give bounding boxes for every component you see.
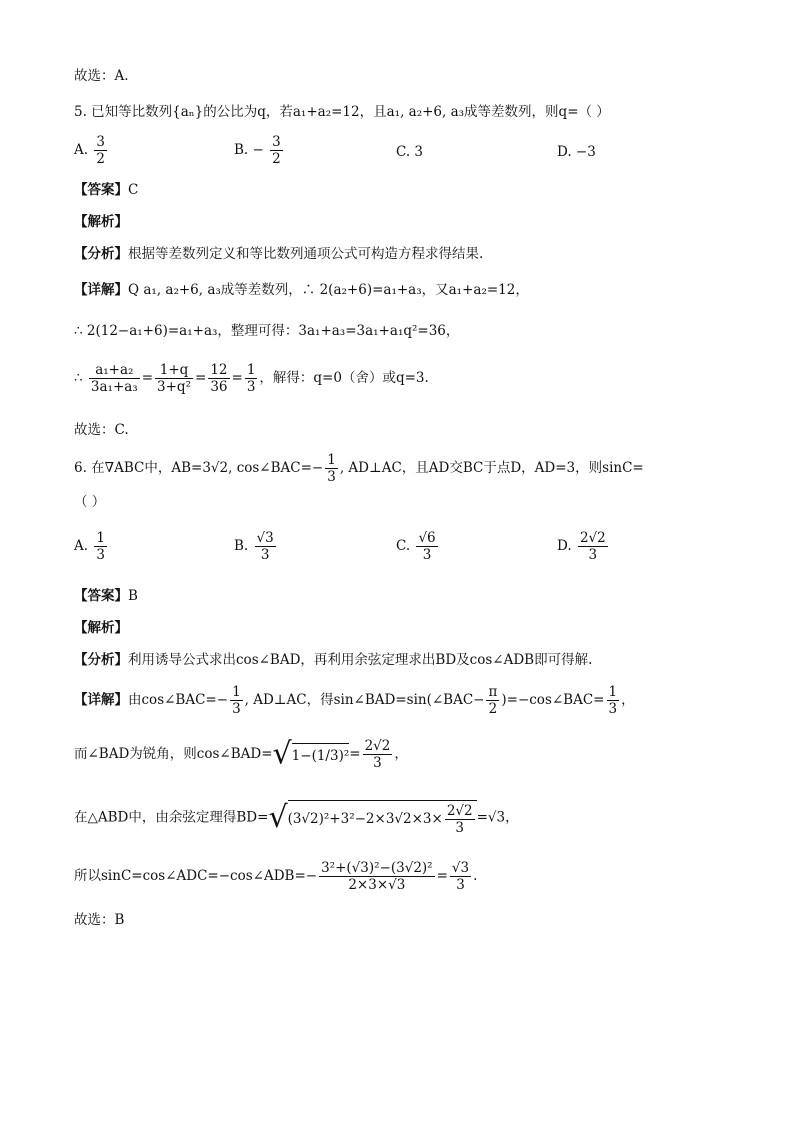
q6-analysis-heading (74, 618, 128, 638)
q6-stem-frac-num: 1 (327, 452, 336, 468)
q5-answer-tag: 【答案】 (74, 182, 128, 198)
q6-option-a-label: A. (74, 538, 89, 554)
q6-d1-pi-num: π (488, 684, 498, 700)
q6-d1-f1-den: 3 (232, 701, 241, 717)
q6-d2-end: ， (394, 746, 408, 762)
q5-conclusion: 故选：C. (74, 422, 129, 438)
q5-detail-3-result: ，解得：q=0（舍）或q=3. (259, 370, 429, 386)
q6-d1-r-num: 1 (608, 684, 618, 700)
q6-d2-frac-result (363, 738, 393, 771)
q6-d3-part-a: 在△ABD中，由余弦定理得BD= (74, 809, 269, 826)
q6-conclusion: 故选：B (74, 912, 125, 928)
q6-d4-f-num: 3²+(√3)²−(3√2)² (321, 860, 433, 876)
q5-detail-1-text: Q a₁, a₂+6, a₃成等差数列，∴ 2(a₂+6)=a₁+a₃，又a₁+a₂=12， (128, 282, 529, 298)
q5-option-c: C. 3 (396, 144, 424, 160)
q6-option-a-fraction (94, 530, 107, 563)
q5-fenxi-tag: 【分析】 (74, 246, 128, 262)
q5-detail-3-therefore: ∴ (74, 370, 83, 386)
q6-d1-f1-num: 1 (232, 684, 241, 700)
q6-d2-r-num: 2√2 (364, 738, 391, 754)
q5-option-a-fraction (94, 134, 107, 167)
q5-fenxi-text: 根据等差数列定义和等比数列通项公式可构造方程求得结果. (128, 246, 484, 262)
q5-detail-1 (74, 280, 529, 300)
q5-d3-f2-den: 3+q² (157, 379, 191, 395)
prev-answer-line: 故选：A. (74, 68, 129, 84)
q5-option-b-den: 2 (272, 151, 281, 167)
q5-option-a (74, 134, 109, 167)
q6-d4-r-num: √3 (451, 860, 470, 876)
q6-d4-f-den: 2×3×√3 (319, 876, 435, 893)
q6-d3-radicand-frac (445, 803, 475, 836)
q6-option-b (234, 530, 278, 563)
q6-d1-r-den: 3 (608, 701, 618, 717)
q5-answer (74, 180, 138, 200)
q5-option-a-label: A. (74, 142, 89, 158)
q6-option-a (74, 530, 109, 563)
q6-answer (74, 586, 138, 606)
q5-d3-f2-num: 1+q (159, 362, 189, 378)
q5-option-b-num: 3 (272, 134, 281, 150)
q6-d4-frac-result (450, 860, 471, 893)
q6-d1-frac-1 (230, 684, 243, 717)
q6-option-b-den: 3 (255, 546, 276, 563)
q6-detail-tag: 【详解】 (74, 692, 128, 708)
q6-d3-rf-den: 3 (445, 819, 475, 836)
q6-option-c-den: 3 (416, 546, 437, 563)
q6-d2-radicand: 1−(1/3)² (292, 743, 350, 766)
q6-d3-rf-num: 2√2 (446, 803, 473, 819)
q5-d3-f4-den: 3 (246, 379, 256, 395)
q6-d1-frac-result (607, 684, 620, 717)
sqrt-icon: √ (268, 800, 288, 835)
q5-detail-3-frac-3 (208, 362, 229, 395)
q6-option-d (557, 530, 610, 563)
q6-d1-part-b: , AD⊥AC，得sin∠BAD=sin(∠BAC− (244, 692, 485, 708)
q6-stem-fraction (325, 452, 338, 485)
q6-option-b-fraction (255, 530, 276, 563)
q5-option-d: D. −3 (557, 144, 596, 160)
q5-detail-tag: 【详解】 (74, 282, 128, 298)
q5-d3-f3-num: 12 (210, 362, 228, 378)
q6-detail-3 (74, 800, 519, 836)
q6-d3-radicand (288, 800, 477, 836)
q5-d3-f4-num: 1 (246, 362, 256, 378)
q5-option-a-num: 3 (96, 134, 105, 150)
q5-detail-3: ∴ $\frac{\text{a₁+a₂}}{\text{3a₁+a₃}}$ = $\frac{1+q}{\text{3+q²}}$ = $\frac{12}{36}$ = $\frac{1}{3}$ ，解得：q=0（舍）或q=3. (74, 362, 429, 395)
q6-d4-frac-main (319, 860, 435, 893)
q6-detail-2 (74, 738, 408, 771)
q6-option-b-num: √3 (256, 530, 274, 546)
q6-d4-equals: = (436, 868, 448, 884)
q6-detail-4 (74, 860, 477, 893)
q6-option-a-num: 1 (96, 530, 105, 546)
q6-d1-part-a: 由cos∠BAC=− (128, 692, 229, 708)
q6-option-d-num: 2√2 (579, 530, 606, 546)
q6-stem (74, 452, 644, 485)
q6-option-c-num: √6 (418, 530, 436, 546)
q6-option-d-fraction (578, 530, 608, 563)
q6-d1-pi-den: 2 (486, 700, 499, 717)
q6-option-c (396, 530, 440, 563)
q5-option-b-label: B. (234, 142, 249, 158)
q6-d2-equals: = (349, 746, 361, 762)
q5-d3-f1-den: 3a₁+a₃ (90, 379, 138, 395)
q5-option-b (234, 134, 285, 167)
q6-d2-r-den: 3 (363, 754, 393, 771)
q5-stem: 5. 已知等比数列{aₙ}的公比为q，若a₁+a₂=12，且a₁, a₂+6, a₃成等差数列，则q=（ ） (74, 104, 610, 120)
q6-stem-paren: （ ） (74, 494, 106, 510)
q5-detail-3-frac-1 (89, 362, 140, 395)
q5-detail-3-frac-4 (245, 362, 258, 395)
q5-detail-2: ∴ 2(12−a₁+6)=a₁+a₃，整理可得：3a₁+a₃=3a₁+a₁q²=36， (74, 323, 460, 339)
q6-option-b-label: B. (234, 538, 249, 554)
q6-d4-part-a: 所以sinC=cos∠ADC=−cos∠ADB=− (74, 868, 318, 884)
q6-d4-end: . (473, 868, 478, 884)
q5-detail-3-frac-2 (155, 362, 193, 395)
q6-detail-1 (74, 684, 635, 717)
q6-fenxi-text: 利用诱导公式求出cos∠BAD，再利用余弦定理求出BD及cos∠ADB即可得解. (128, 652, 593, 668)
q6-stem-part-a: 6. 在∇ABC中，AB=3√2, cos∠BAC=− (74, 460, 324, 476)
sqrt-icon: √ (272, 736, 292, 772)
q5-d3-f1-num: a₁+a₂ (95, 362, 134, 378)
q5-answer-value: C (128, 182, 139, 198)
q5-analysis-tag: 【解析】 (74, 214, 128, 230)
q5-option-b-minus: − (252, 142, 264, 158)
q6-option-c-label: C. (396, 538, 411, 554)
q6-d1-part-c: )=−cos∠BAC= (501, 692, 605, 708)
q6-option-a-den: 3 (96, 547, 105, 563)
q6-stem-frac-den: 3 (327, 469, 336, 485)
q6-stem-part-b: , AD⊥AC，且AD交BC于点D，AD=3，则sinC= (339, 460, 644, 476)
q6-answer-tag: 【答案】 (74, 588, 128, 604)
q5-analysis-heading (74, 212, 128, 232)
q6-d1-end: ， (621, 692, 635, 708)
q6-answer-value: B (128, 588, 138, 604)
q5-fenxi (74, 244, 483, 264)
q6-fenxi-tag: 【分析】 (74, 652, 128, 668)
q6-option-c-fraction (416, 530, 437, 563)
q6-option-d-label: D. (557, 538, 572, 554)
q5-option-a-den: 2 (96, 151, 105, 167)
q6-option-d-den: 3 (578, 546, 608, 563)
q6-d2-part-a: 而∠BAD为锐角，则cos∠BAD= (74, 746, 273, 762)
q6-d3-radicand-text: (3√2)²+3²−2×3√2×3× (287, 811, 443, 827)
q6-d3-part-b: =√3， (476, 809, 519, 826)
q6-d4-r-den: 3 (450, 876, 471, 893)
q6-d1-frac-pi (486, 684, 499, 717)
q5-option-b-fraction (270, 134, 283, 167)
q6-analysis-tag: 【解析】 (74, 620, 128, 636)
q5-d3-f3-den: 36 (210, 379, 228, 395)
q6-fenxi (74, 650, 592, 670)
